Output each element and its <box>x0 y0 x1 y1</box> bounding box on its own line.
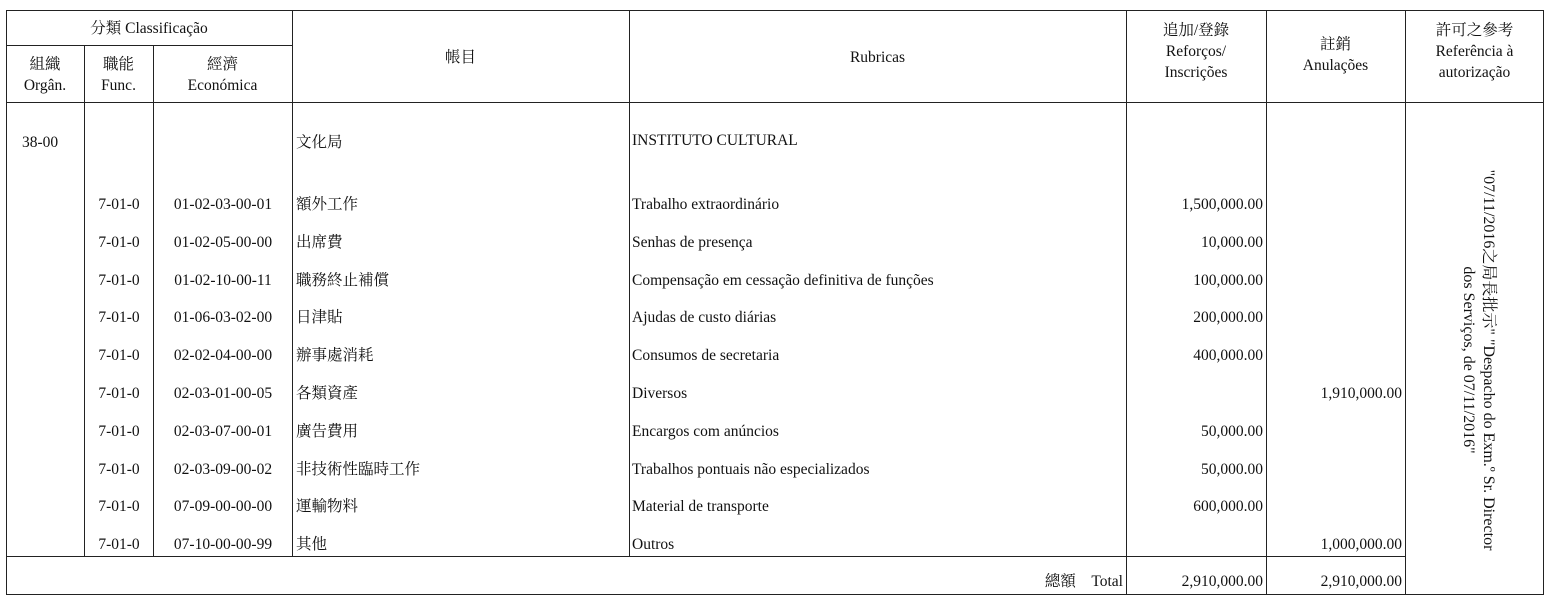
row-account-zh: 廣告費用 <box>296 422 359 440</box>
row-account-zh: 運輸物料 <box>296 498 359 516</box>
header-reinforcements: 追加/登錄 Reforços/ Inscrições <box>1162 22 1230 81</box>
organ-code: 38-00 <box>22 134 59 151</box>
row-econ: 07-09-00-00-00 <box>173 498 273 516</box>
col-divider-reforcos <box>1266 10 1267 595</box>
row-func: 7-01-0 <box>98 347 140 365</box>
row-rubric: Encargos com anúncios <box>632 422 779 440</box>
row-reforco: 10,000.00 <box>1201 233 1263 251</box>
header-authorization: 許可之參考 Referência à autorização <box>1435 22 1514 81</box>
col-divider-econ <box>292 10 293 556</box>
header-bottom-line <box>6 102 1405 103</box>
row-reforco: 50,000.00 <box>1201 422 1263 440</box>
header-account: 帳目 <box>444 49 476 66</box>
row-econ: 02-03-07-00-01 <box>173 422 273 440</box>
row-account-zh: 辦事處消耗 <box>296 347 374 365</box>
row-anulacao: 1,000,000.00 <box>1320 536 1402 554</box>
row-rubric: Outros <box>632 536 675 554</box>
row-rubric: Trabalhos pontuais não especializados <box>632 460 870 478</box>
header-cancellations: 註銷 Anulações <box>1302 36 1369 74</box>
organ-rubric: INSTITUTO CULTURAL <box>632 132 798 149</box>
col-divider-organ <box>84 45 85 556</box>
table-border-right <box>1543 10 1544 595</box>
row-func: 7-01-0 <box>98 422 140 440</box>
row-account-zh: 非技術性臨時工作 <box>296 460 421 478</box>
row-econ: 01-02-05-00-00 <box>173 233 273 251</box>
organ-account-zh: 文化局 <box>296 134 343 151</box>
header-classification: 分類 Classificação <box>90 20 208 37</box>
row-econ: 01-02-10-00-11 <box>174 271 272 289</box>
row-rubric: Ajudas de custo diárias <box>632 309 777 327</box>
table-border-bottom <box>6 594 1544 595</box>
row-account-zh: 職務終止補償 <box>296 271 390 289</box>
row-econ: 01-06-03-02-00 <box>173 309 273 327</box>
table-border-left <box>6 10 7 595</box>
row-func: 7-01-0 <box>98 460 140 478</box>
row-reforco: 600,000.00 <box>1193 498 1263 516</box>
table-border-top <box>6 10 1544 11</box>
row-econ: 02-03-09-00-02 <box>173 460 273 478</box>
row-func: 7-01-0 <box>98 536 140 554</box>
col-divider-account <box>629 10 630 556</box>
row-rubric: Consumos de secretaria <box>632 347 780 365</box>
row-econ: 07-10-00-00-99 <box>173 536 273 554</box>
row-rubric: Senhas de presença <box>632 233 753 251</box>
row-econ: 01-02-03-00-01 <box>173 196 273 213</box>
row-func: 7-01-0 <box>98 271 140 289</box>
header-sub-divider <box>6 45 292 46</box>
row-account-zh: 日津貼 <box>296 309 343 327</box>
row-func: 7-01-0 <box>98 196 140 213</box>
row-econ: 02-02-04-00-00 <box>173 347 273 365</box>
auth-header-line <box>1405 102 1544 103</box>
row-account-zh: 額外工作 <box>296 196 359 213</box>
row-func: 7-01-0 <box>98 233 140 251</box>
total-anulacao: 2,910,000.00 <box>1320 573 1402 590</box>
total-row-line <box>6 556 1405 557</box>
row-reforco: 1,500,000.00 <box>1181 196 1263 213</box>
row-anulacao: 1,910,000.00 <box>1320 385 1402 402</box>
header-economic: 經濟 Económica <box>187 56 258 94</box>
col-divider-rubrics <box>1126 10 1127 595</box>
row-rubric: Trabalho extraordinário <box>632 196 780 213</box>
budget-table <box>6 10 1544 596</box>
row-reforco: 200,000.00 <box>1193 309 1263 327</box>
row-account-zh: 各類資產 <box>296 385 359 402</box>
header-func: 職能 Func. <box>101 56 136 94</box>
row-func: 7-01-0 <box>98 385 140 402</box>
row-rubric: Diversos <box>632 385 688 402</box>
row-rubric: Material de transporte <box>632 498 769 516</box>
col-divider-func <box>153 45 154 556</box>
total-reforco: 2,910,000.00 <box>1181 573 1263 590</box>
total-label: 總額 Total <box>1044 573 1123 590</box>
row-econ: 02-03-01-00-05 <box>173 385 273 402</box>
col-divider-anulacoes <box>1405 10 1406 595</box>
header-rubrics: Rubricas <box>849 49 906 66</box>
row-reforco: 100,000.00 <box>1193 271 1263 289</box>
row-reforco: 50,000.00 <box>1201 460 1263 478</box>
header-organ: 組織 Orgân. <box>23 56 67 94</box>
authorization-note-text: "07/11/2016之局長批示" "Despacho do Exm.º Sr. Director dos Serviços, de 07/11/2016" <box>1460 169 1497 551</box>
row-func: 7-01-0 <box>98 498 140 516</box>
authorization-note <box>1432 160 1524 560</box>
row-rubric: Compensação em cessação definitiva de funções <box>632 271 934 289</box>
row-reforco: 400,000.00 <box>1193 347 1263 365</box>
row-func: 7-01-0 <box>98 309 140 327</box>
row-account-zh: 其他 <box>296 536 328 554</box>
row-account-zh: 出席費 <box>296 233 343 251</box>
